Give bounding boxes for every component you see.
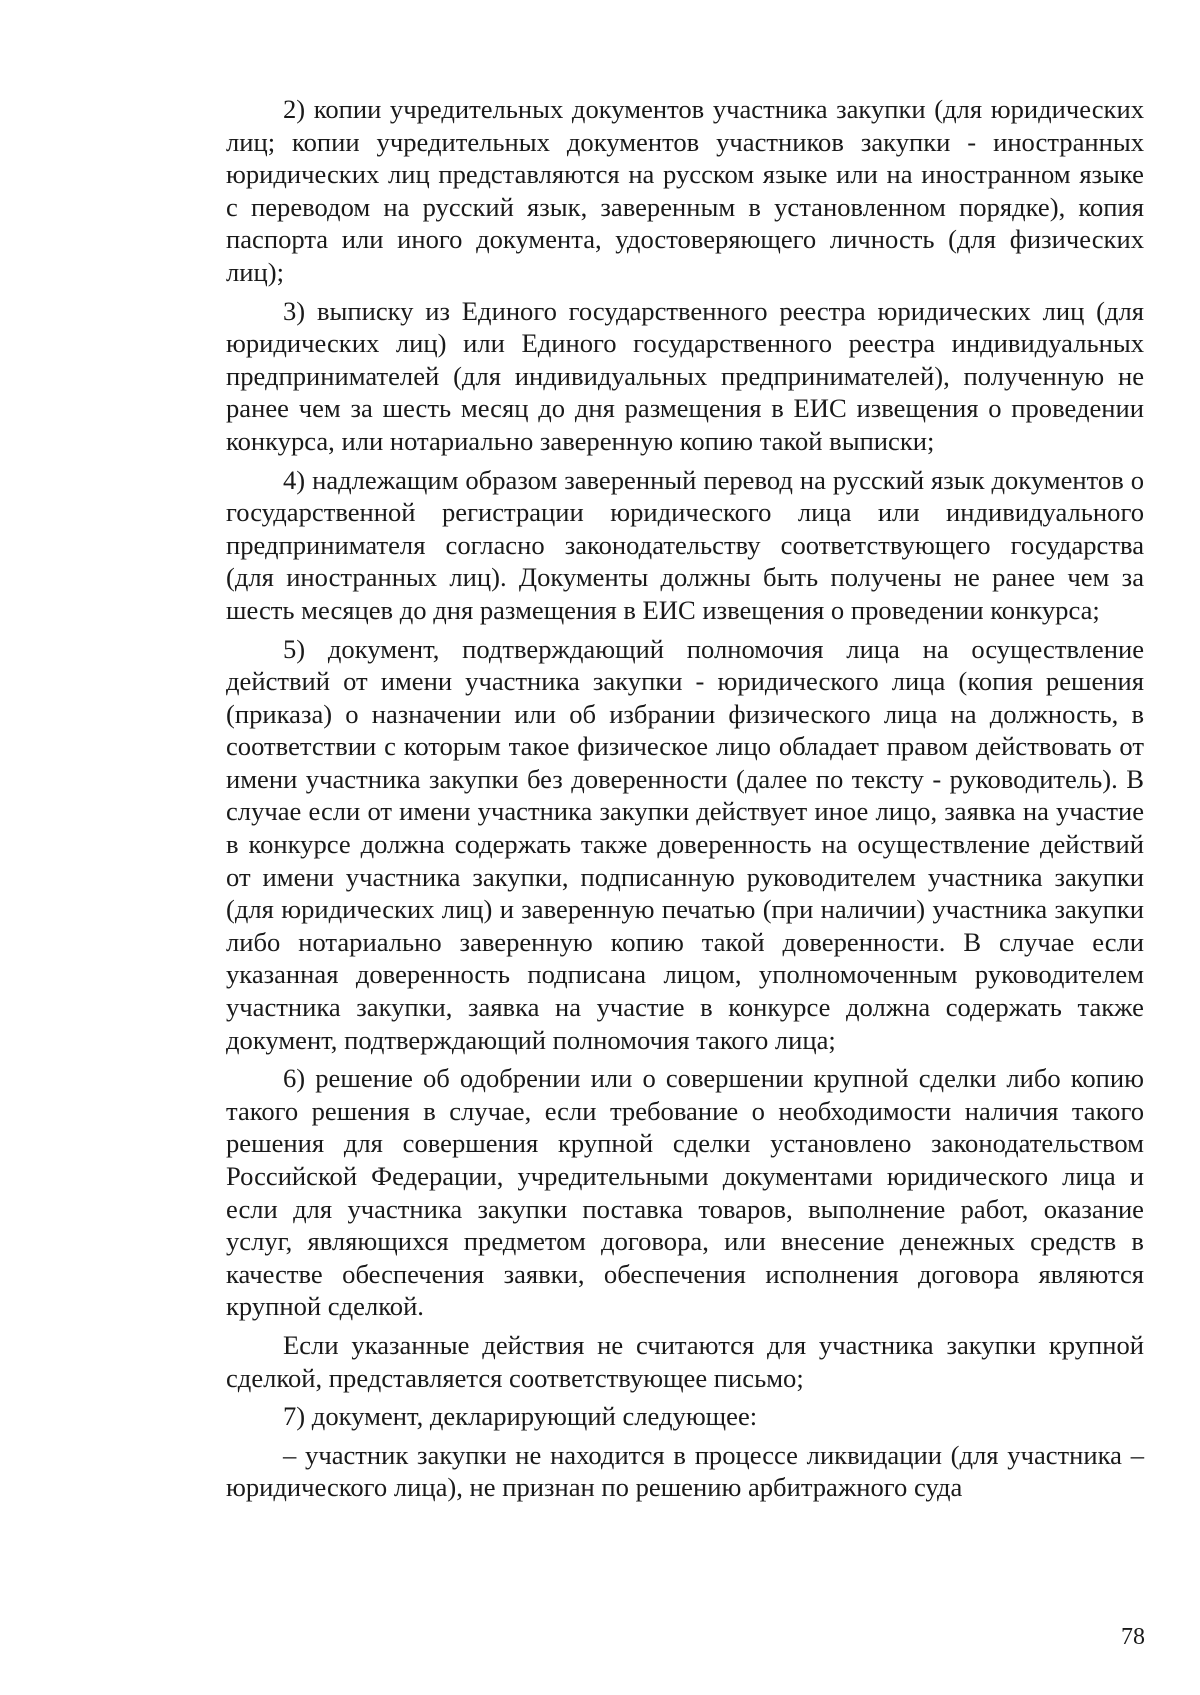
document-body [226, 93, 1144, 1510]
paragraph-bullet: – участник закупки не находится в процессе ликвидации (для участника – юридического лица), не признан по решению арбитражного суда [226, 1439, 1144, 1503]
paragraph-item-4: 4) надлежащим образом заверенный перевод на русский язык документов о государственной регистрации юридического лица или индивидуального предпринимателя согласно законодательству соответствующего государства (для иностранных лиц). Документы должны быть получены не ранее чем за шесть месяцев до дня размещения в ЕИС извещения о проведении конкурса; [226, 464, 1144, 625]
paragraph-item-5: 5) документ, подтверждающий полномочия лица на осуществление действий от имени участника закупки - юридического лица (копия решения (приказа) о назначении или об избрании физического лица на должность, в соответствии с которым такое физическое лицо обладает правом действовать от имени участника закупки без доверенности (далее по тексту - руководитель). В случае если от имени участника закупки действует иное лицо, заявка на участие в конкурсе должна содержать также доверенность на осуществление действий от имени участника закупки, подписанную руководителем участника закупки (для юридических лиц) и заверенную печатью (при наличии) участника закупки либо нотариально заверенную копию такой доверенности. В случае если указанная доверенность подписана лицом, уполномоченным руководителем участника закупки, заявка на участие в конкурсе должна содержать также документ, подтверждающий полномочия такого лица; [226, 633, 1144, 1055]
paragraph-item-2: 2) копии учредительных документов участника закупки (для юридических лиц; копии учредительных документов участников закупки - иностранных юридических лиц представляются на русском языке или на иностранном языке с переводом на русский язык, заверенным в установленном порядке), копия паспорта или иного документа, удостоверяющего личность (для физических лиц); [226, 94, 1144, 287]
paragraph-item-7: 7) документ, декларирующий следующее: [283, 1401, 758, 1432]
paragraph-item-3: 3) выписку из Единого государственного реестра юридических лиц (для юридических лиц) или Единого государственного реестра индивидуальных предпринимателей (для индивидуальных предпринимателей), полученную не ранее чем за шесть месяц до дня размещения в ЕИС извещения о проведении конкурса, или нотариально заверенную копию такой выписки; [226, 295, 1144, 456]
page-number: 78 [1121, 1624, 1145, 1650]
paragraph-item-6: 6) решение об одобрении или о совершении крупной сделки либо копию такого решения в случае, если требование о необходимости наличия такого решения для совершения крупной сделки установлено законодательством Российской Федерации, учредительными документами юридического лица и если для участника закупки поставка товаров, выполнение работ, оказание услуг, являющихся предметом договора, или внесение денежных средств в качестве обеспечения заявки, обеспечения исполнения договора являются крупной сделкой. [226, 1063, 1144, 1322]
paragraph-note: Если указанные действия не считаются для участника закупки крупной сделкой, представляется соответствующее письмо; [226, 1329, 1144, 1393]
